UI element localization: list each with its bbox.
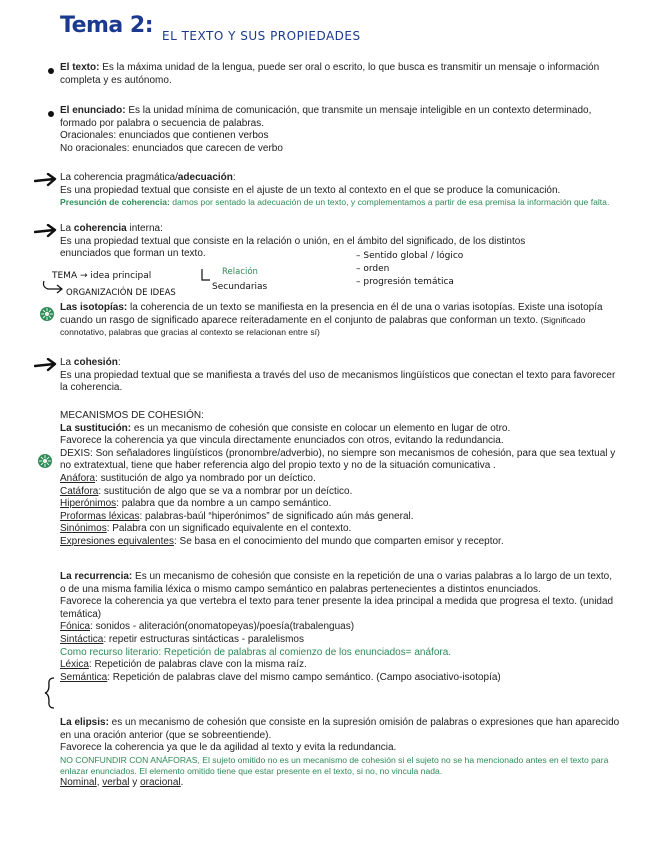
recurso-literario-note: Como recurso literario: Repetición de palabras al comienzo de los enunciados= anáfora. xyxy=(60,646,452,658)
term: Fónica xyxy=(60,621,91,633)
arrow-right-icon xyxy=(34,358,58,372)
term: Hiperónimos xyxy=(60,498,117,510)
elipsis-section xyxy=(60,717,620,789)
separator: , xyxy=(96,776,103,788)
definition: : Palabra con un significado equivalente en el contexto. xyxy=(106,523,352,535)
sentido-text: Sentido global / lógico xyxy=(363,251,464,261)
elipsis-note: NO CONFUNDIR CON ANÁFORAS, El sujeto omitido no es un mecanismo de cohesión si el sujeto no se ha mencionado antes en el texto para enlazar enunciados. El elemento omitido tiene que estar presente en el texto, si no, no vincula nada. xyxy=(60,754,609,776)
term: Expresiones equivalentes xyxy=(60,535,174,547)
isotopias-label: Las isotopías: xyxy=(60,302,128,313)
texto-definition xyxy=(60,62,620,87)
handwritten-orden: – orden xyxy=(356,264,390,274)
handwritten-organizacion: ORGANIZACIÓN DE IDEAS xyxy=(66,288,176,298)
definition: : Se basa en el conocimiento del mundo que comparten emisor y receptor. xyxy=(173,535,504,547)
mecanismos-section xyxy=(60,410,620,549)
page-subtitle: EL TEXTO Y SUS PROPIEDADES xyxy=(162,29,361,43)
list-item xyxy=(60,536,620,549)
oracionales-line: Oracionales: enunciados que contienen verbos xyxy=(60,130,269,142)
recurrencia-section xyxy=(60,571,620,684)
verbal-term: verbal xyxy=(102,776,130,788)
recurrencia-favorece: Favorece la coherencia ya que vertebra el texto para tener presente la idea principal a medida que progresa el texto. (unidad temática) xyxy=(60,596,614,620)
arrow-right-icon xyxy=(34,224,58,238)
pragmatica-pre: La coherencia pragmática/ xyxy=(60,172,178,183)
elipsis-label: La elipsis: xyxy=(60,717,109,728)
handwritten-tema: TEMA → idea principal xyxy=(52,271,152,281)
kiwi-icon xyxy=(37,453,53,469)
coherencia-pragmatica xyxy=(60,172,620,208)
definition: : Repetición de palabras clave con la misma raíz. xyxy=(88,659,307,671)
list-item xyxy=(60,473,620,486)
term: Catáfora xyxy=(60,485,99,497)
handwritten-secundarias: Secundarias xyxy=(212,282,268,292)
cohesion-pre: La xyxy=(60,357,74,368)
definition: : sonidos - aliteración(onomatopeyas)/poesía(trabalenguas) xyxy=(90,621,355,633)
list-item xyxy=(60,511,620,524)
elipsis-favorece: Favorece la coherencia ya que le da agilidad al texto y evita la redundancia. xyxy=(60,742,397,754)
no-oracionales-line: No oracionales: enunciados que carecen de verbo xyxy=(60,142,283,154)
interna-body: Es una propiedad textual que consiste en la relación o unión, en el ámbito del significado, de los distintos enunciados que forman un texto. xyxy=(60,235,526,260)
list-item xyxy=(60,498,620,511)
handwritten-relacion: Relación xyxy=(222,267,258,277)
pragmatica-post: : xyxy=(232,172,236,183)
list-item xyxy=(60,621,620,634)
bullet-icon xyxy=(48,68,54,74)
interna-post: interna: xyxy=(126,223,163,234)
elipsis-types xyxy=(60,777,620,790)
list-item xyxy=(60,659,620,672)
separator: . xyxy=(180,776,184,788)
enunciado-definition xyxy=(60,105,620,155)
cohesion-bold: cohesión xyxy=(73,357,118,368)
isotopias-note: (Significado connotativo, palabras que gracias al contexto se relacionan entre sí) xyxy=(60,314,586,338)
sustitucion-body: es un mecanismo de cohesión que consiste en colocar un elemento en lugar de otro. xyxy=(131,422,511,434)
term: Semántica xyxy=(60,671,108,683)
elipsis-body: es un mecanismo de cohesión que consiste en la supresión omisión de palabras o expresiones que han aparecido en una oración anterior (que se sobreentiende). xyxy=(60,717,620,741)
term: Sinónimos xyxy=(60,523,107,535)
term: Léxica xyxy=(60,659,89,671)
handwritten-sentido: – Sentido global / lógico xyxy=(356,251,464,261)
branch-icon xyxy=(200,268,212,284)
isotopias-definition xyxy=(60,302,620,340)
cohesion-definition xyxy=(60,357,620,395)
arrow-right-icon xyxy=(40,280,66,294)
arrow-right-icon xyxy=(34,173,58,187)
list-item xyxy=(60,634,620,647)
oracional-term: oracional xyxy=(140,776,181,788)
definition: : sustitución de algo que se va a nombrar por un deíctico. xyxy=(98,485,353,497)
definition: : palabras-baúl “hiperónimos” de significado aún más general. xyxy=(139,510,414,522)
interna-bold: coherencia xyxy=(73,223,127,234)
brace-icon xyxy=(44,677,56,709)
handwritten-progresion: – progresión temática xyxy=(356,277,454,287)
term: Anáfora xyxy=(60,472,96,484)
texto-label: El texto: xyxy=(60,62,100,73)
presuncion-body: damos por sentado la adecuación de un texto, y complementamos a partir de esa premisa la información que falta. xyxy=(169,197,610,208)
list-item xyxy=(60,672,620,685)
cohesion-body: Es una propiedad textual que se manifiesta a través del uso de mecanismos lingüísticos que conectan el texto para favorecer la coherencia. xyxy=(60,369,616,394)
kiwi-icon xyxy=(39,306,55,322)
definition: : Repetición de palabras clave del mismo campo semántico. (Campo asociativo-isotopía) xyxy=(107,671,501,683)
enunciado-label: El enunciado: xyxy=(60,105,126,116)
recurrencia-body: Es un mecanismo de cohesión que consiste en la repetición de una o varias palabras a lo largo de un texto, o de una misma familia léxica o mismo campo semántico en palabras pertenecientes a distintos enunciados. xyxy=(60,571,613,595)
texto-body: Es la máxima unidad de la lengua, puede ser oral o escrito, lo que busca es transmitir un mensaje o información completa y es autónomo. xyxy=(60,62,600,86)
definition: : sustitución de algo ya nombrado por un deíctico. xyxy=(95,472,316,484)
list-item xyxy=(60,523,620,536)
separator: y xyxy=(129,776,141,788)
enunciado-body: Es la unidad mínima de comunicación, que transmite un mensaje inteligible en un contexto determinado, formado por palabra o secuencia de palabras. xyxy=(60,105,592,129)
nominal-term: Nominal xyxy=(60,776,97,788)
coherencia-interna xyxy=(60,223,620,261)
list-item xyxy=(60,486,620,499)
sustitucion-label: La sustitución: xyxy=(60,422,132,434)
pragmatica-bold: adecuación xyxy=(177,172,233,183)
definition: : repetir estructuras sintácticas - paralelismos xyxy=(103,633,304,645)
pragmatica-body: Es una propiedad textual que consiste en el ajuste de un texto al contexto en el que se produce la comunicación. xyxy=(60,184,561,196)
dexis-note: DEXIS: Son señaladores lingüísticos (pronombre/adverbio), no siempre son mecanismos de cohesión, para que sea textual y no extratextual, tiene que haber referencia algo del propio texto y no de la situación comunicativa . xyxy=(60,447,616,472)
term: Proformas léxicas xyxy=(60,510,140,522)
cohesion-post: : xyxy=(117,357,121,368)
presuncion-label: Presunción de coherencia: xyxy=(60,197,170,208)
orden-text: orden xyxy=(363,264,390,274)
sustitucion-favorece: Favorece la coherencia ya que vincula directamente enunciados con otros, evitando la redundancia. xyxy=(60,435,504,447)
mecanismos-heading: MECANISMOS DE COHESIÓN: xyxy=(60,410,204,421)
presuncion-note xyxy=(60,197,620,208)
recurrencia-label: La recurrencia: xyxy=(60,571,133,582)
isotopias-body: la coherencia de un texto se manifiesta en la presencia en él de una o varias isotopías. Existe una isotopía cuando un rasgo de significado aparece reiteradamente en el conjunto de palabras que conforman un texto. xyxy=(60,302,603,326)
term: Sintáctica xyxy=(60,633,104,645)
interna-pre: La xyxy=(60,223,74,234)
definition: : palabra que da nombre a un campo semántico. xyxy=(116,498,332,510)
page-title: Tema 2: xyxy=(60,13,154,38)
bullet-icon xyxy=(48,111,54,117)
progresion-text: progresión temática xyxy=(363,277,454,287)
